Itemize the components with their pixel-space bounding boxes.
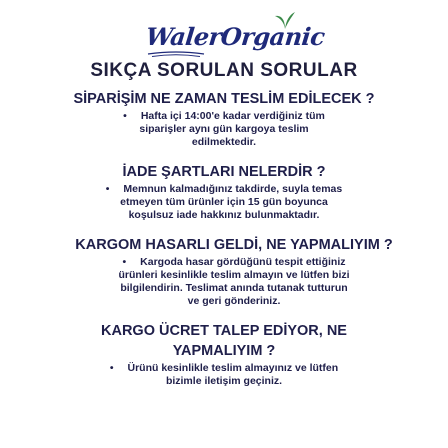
faq-answer-line: ve geri gönderiniz. bbox=[187, 295, 281, 307]
faq-item-delivery bbox=[24, 90, 424, 149]
faq-item-damaged bbox=[14, 236, 448, 308]
logo-swoosh-icon bbox=[146, 50, 206, 58]
faq-answer-line: etmeyen tüm ürünler için 15 gün boyunca bbox=[120, 196, 328, 208]
faq-question: YAPMALIYIM ? bbox=[172, 343, 276, 359]
faq-item-shipping-fee bbox=[24, 322, 424, 388]
faq-answer-line: • Hafta içi 14:00'e kadar verdiğiniz tüm bbox=[123, 110, 325, 122]
bullet-icon: • bbox=[109, 362, 114, 374]
brand-logo bbox=[124, 10, 327, 56]
faq-answer-line: siparişler aynı gün kargoya teslim bbox=[139, 123, 309, 135]
faq-answer-line: bizimle iletişim geçiniz. bbox=[165, 375, 283, 387]
bullet-icon: • bbox=[123, 110, 127, 122]
faq-question: KARGOM HASARLI GELDİ, NE YAPMALIYIM ? bbox=[75, 237, 393, 253]
bullet-icon: • bbox=[122, 256, 127, 268]
faq-answer-line: • Memnun kalmadığınız takdirde, suyla temas bbox=[105, 183, 343, 195]
faq-item-returns bbox=[24, 163, 424, 222]
bullet-icon: • bbox=[105, 183, 110, 195]
faq-answer-line: ürünleri kesinlikle teslim almayın ve lütfen bizi bbox=[118, 269, 350, 281]
faq-answer-line: edilmektedir. bbox=[191, 136, 257, 148]
logo-wordmark: WalerOrganic bbox=[144, 22, 327, 51]
page-title: SIKÇA SORULAN SORULAR bbox=[90, 60, 358, 81]
faq-answer-line: • Ürünü kesinlikle teslim almayınız ve lütfen bbox=[109, 362, 339, 374]
faq-question: SİPARİŞİM NE ZAMAN TESLİM EDİLECEK ? bbox=[73, 91, 375, 107]
faq-answer-line: koşulsuz iade hakkınız bulunmaktadır. bbox=[128, 209, 320, 221]
faq-question: KARGO ÜCRET TALEP EDİYOR, NE bbox=[101, 323, 347, 339]
faq-answer-line: • Kargoda hasar gördüğünü tespit ettiğiniz bbox=[122, 256, 346, 268]
faq-question: İADE ŞARTLARI NELERDİR ? bbox=[122, 164, 326, 180]
faq-answer-line: bilgilendirin. Teslimat anında tutanak tutturun bbox=[120, 282, 348, 294]
